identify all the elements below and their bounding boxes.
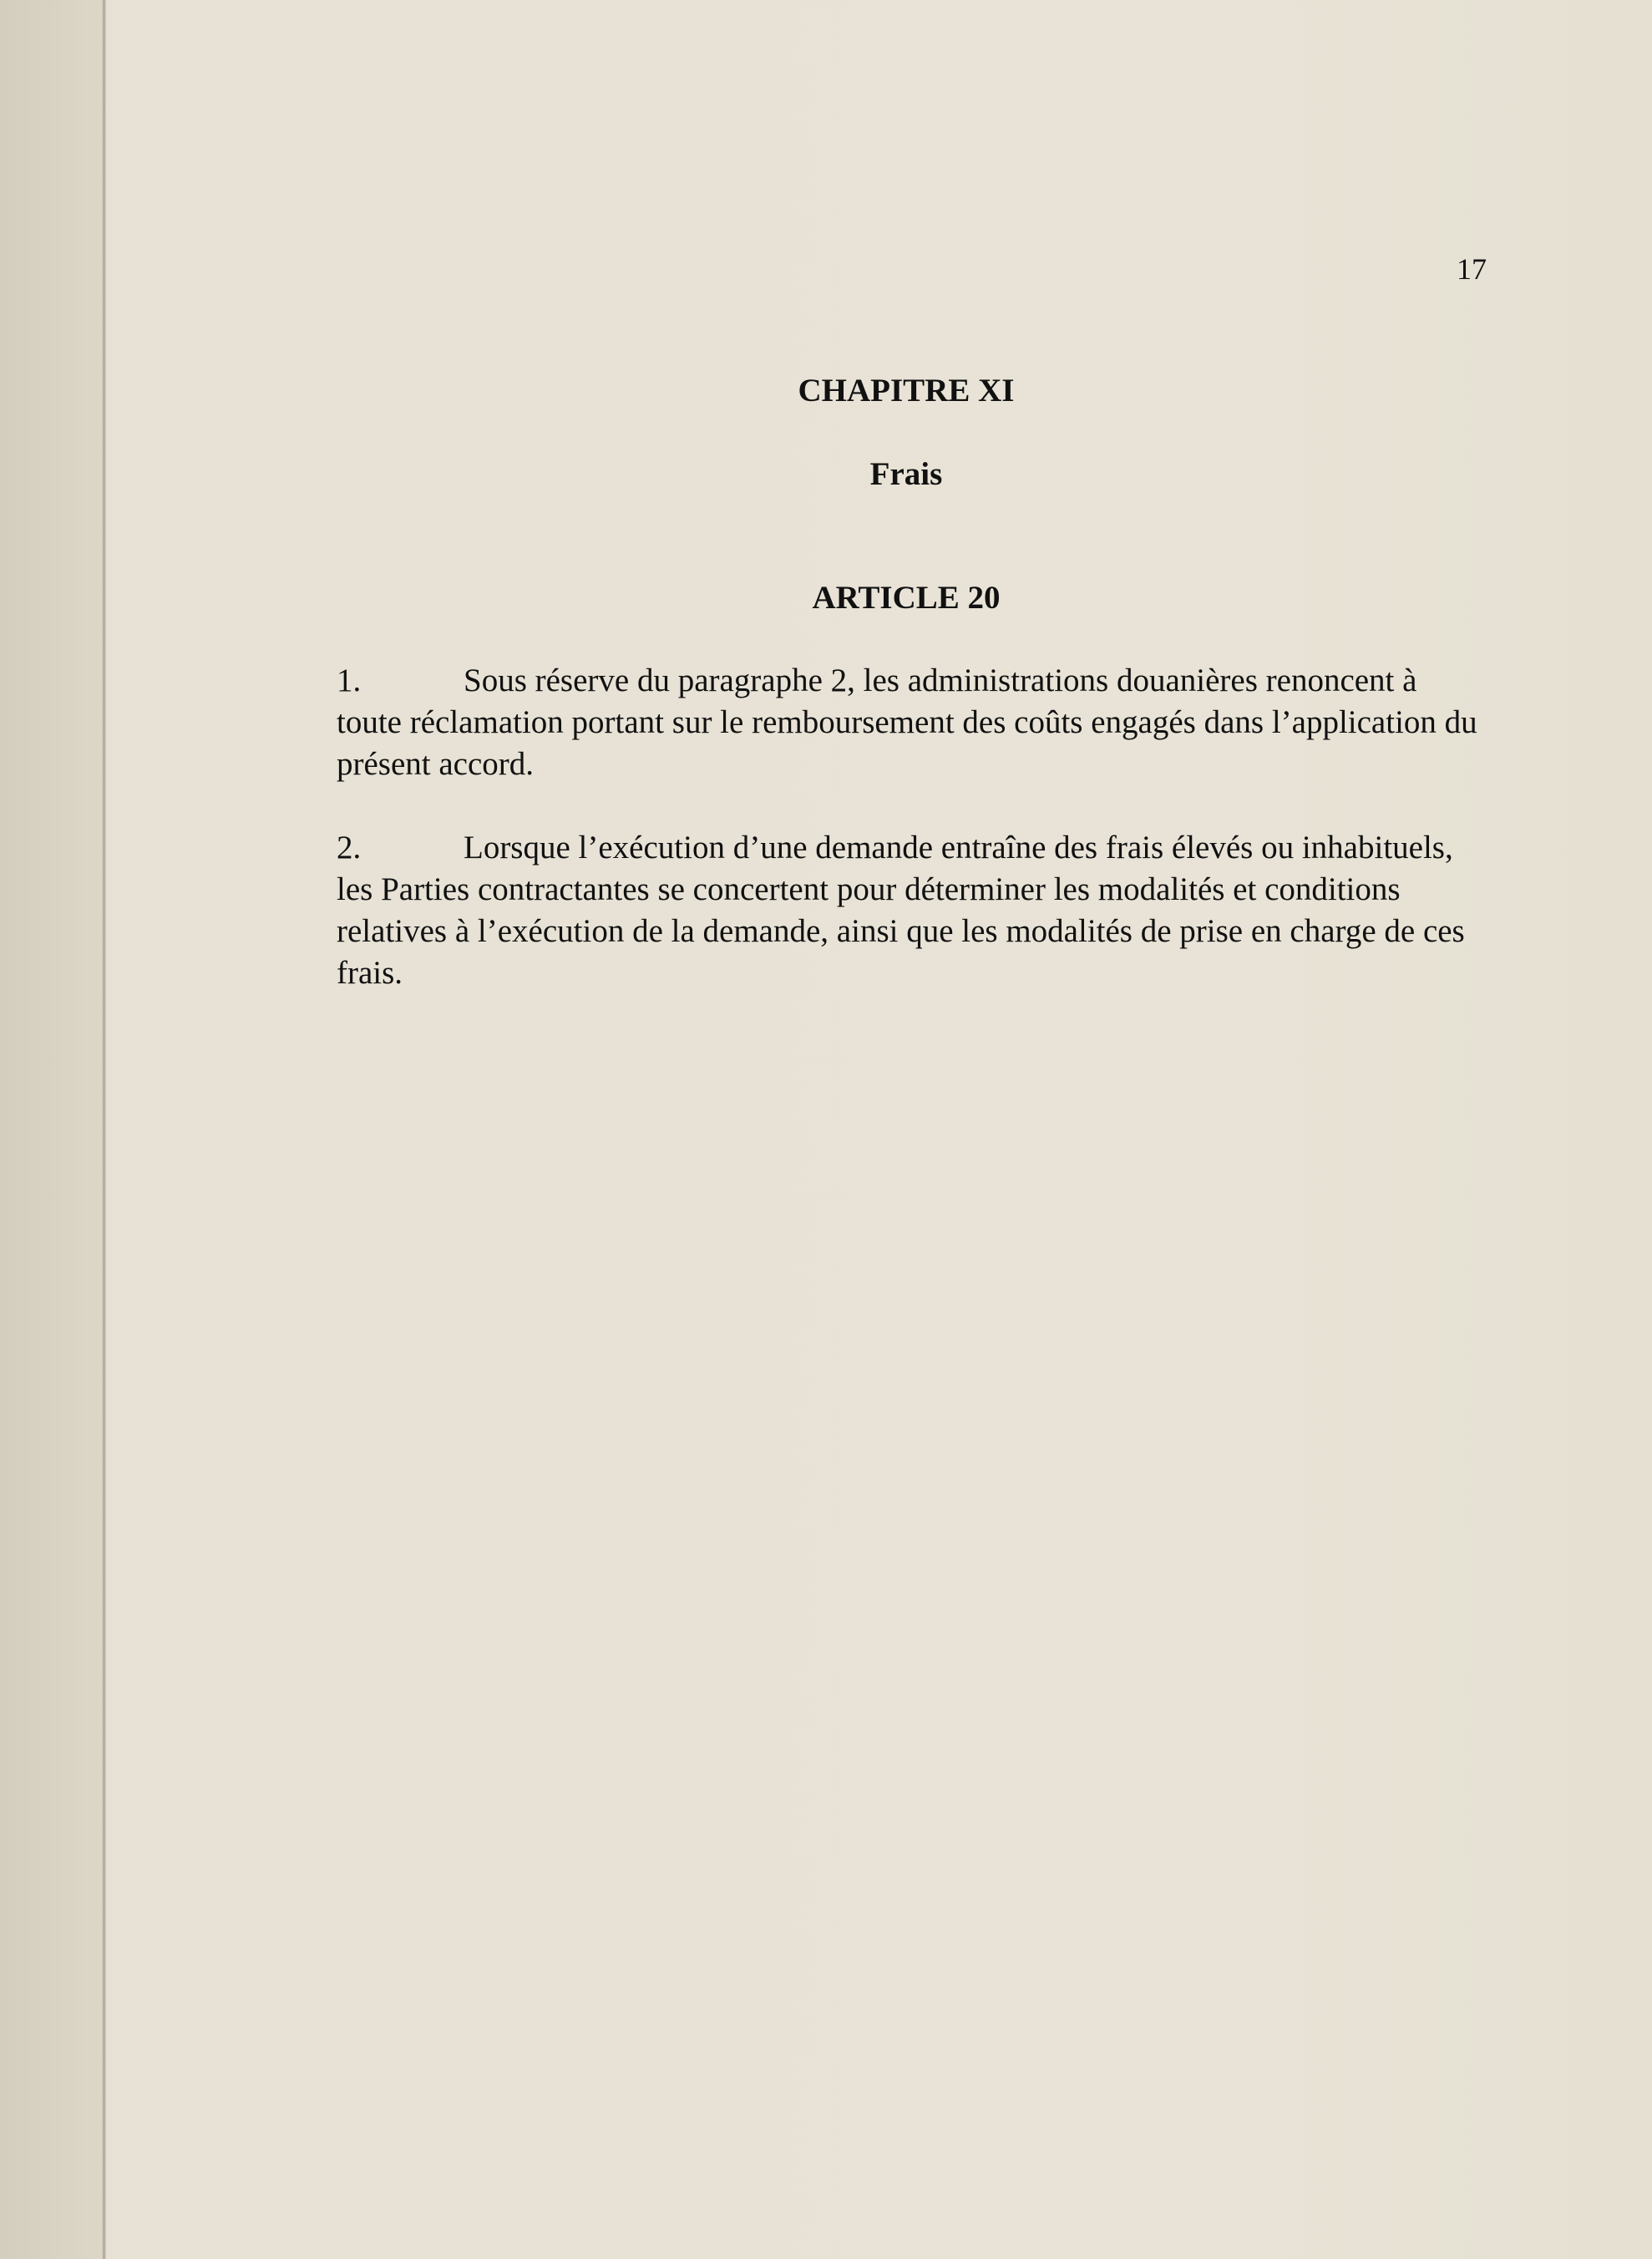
binding-shadow [0,0,102,2259]
chapter-title: Frais [869,456,943,492]
chapter-heading: CHAPITRE XI [798,373,1015,409]
binding-edge [102,0,106,2259]
article-heading: ARTICLE 20 [812,580,1001,616]
paragraph-text: Sous réserve du paragraphe 2, les administrations douanières renoncent à toute réclamation portant sur le remboursement des coûts engagés dans l’application du présent accord. [337,662,1477,782]
paragraph-number: 1. [337,662,362,698]
paragraph-text: Lorsque l’exécution d’une demande entraîne des frais élevés ou inhabituels, les Parties contractantes se concertent pour déterminer les modalités et conditions relatives à l’exécution de la demande, ainsi que les modalités de prise en charge de ces frais. [337,830,1465,991]
paragraph-2 [337,827,1481,994]
paragraph-number: 2. [337,830,362,866]
page-number: 17 [1457,252,1487,286]
paragraph-1 [337,660,1481,785]
